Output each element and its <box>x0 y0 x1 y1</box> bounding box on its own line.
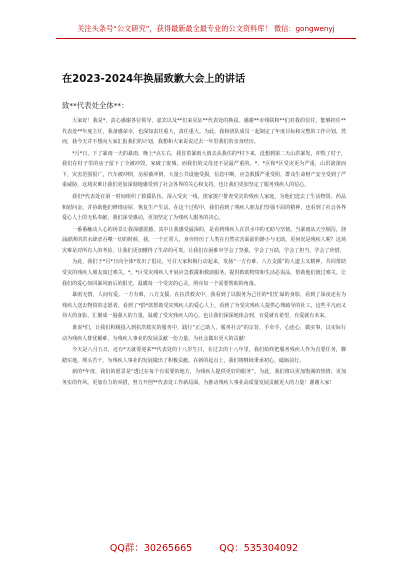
paragraph: 谁说*们，让我们积极投入到抗洪救灾的服务中，践行“正己助人，服务社会”的宗旨，手牵手，心连心，做实事，以实际行动为残疾人排忧解难，为残疾人事业的发展贡献一份力量，为社会做出更大的贡献！ <box>62 324 346 342</box>
contact-footer <box>0 540 408 554</box>
paragraph: 一番番触动人心的场景让我深感震撼。其中让我感受最深的，是看到残疾人在洪水中的无助与坚韧。当暴雨从天空倾泻，汹涌澎湃的洪水肆虐吞噬一切的时候，我，一个正常人，身旁经历了人类在自然灾害面前的渺小与无助。更何况是残疾人呢？这场灾难是对所有人的考验，让我们更加懂得了生命的可贵。让我们在困难中学会了坚强，学会了互助，学会了担当，学会了珍惜。 <box>62 226 346 254</box>
document-body <box>62 116 346 390</box>
qq-contact: QQ：535304092 <box>219 543 299 554</box>
salutation: 致**代表处全体**： <box>62 101 129 110</box>
paragraph: 暴雨无情，人间有爱。一方有难，八方支援。在抗洪救灾中，我看到了以服务为己任的*们忙碌的身影，看到了深夜还在为残疾人送去物资的志愿者，看到了*捐*款帮助受灾残疾人的爱心人士，看到了为受灾残疾人提供心理疏导的社工。这些平凡而又伟大的身影，汇聚成一股强大的力量，温暖了受灾残疾人的心，也让我们深深地体会到，有爱就有希望，有爱就有未来。 <box>62 292 346 320</box>
paragraph: 为此，我们于*月*日向全体*发出了倡议，号召大家积极行动起来，发扬“一方有难、八方支援”的人道主义精神，共同帮助受灾的残疾人朋友度过难关。*，*区受灾残疾人开展应急救援和救助服务，提供救助物资和生活必需品，帮助他们渡过难关。让我们的爱心如同暴风雨后的阳光，温暖每一个受灾的心灵，照亮每一个需要帮助的角落。 <box>62 259 346 287</box>
paragraph: 大家好！我是*，责心感谢各位领导、嘉宾以及**们来见证**代表处的换届。感谢**市残联和**们对我的信任，能够担任**代表处**年度主任，我备感荣幸，也深知责任重大，责任重大。为此，我和团队成员一起制定了年度目标和完整的工作计划。然而，我今天并不想向大家汇报我们的计划，我想和大家说说过去一年里我们的亲身经历。 <box>62 118 346 146</box>
qq-group: QQ群：30265665 <box>109 543 193 554</box>
document-title: 在2023-2024年换届致歉大会上的讲话 <box>62 74 246 85</box>
promo-banner: 关注头条号“公文研究”，获得最新最全最专业的公文资料库！ 微信：gongwenyj <box>77 24 335 33</box>
paragraph: 我们*代表处在第一时间组织了救援队伍，深入受灾一线，挨家挨户排查受灾的残疾人家庭，为他们送去了生活物资、药品和慰问金，并协助他们修缮房屋、恢复生产生活。在这个过程中，我们看到了残疾人朋友们坚强不屈的精神，也看到了社会各界爱心人士的无私奉献，我们深受感动，更加坚定了为残疾人服务的决心。 <box>62 194 346 222</box>
paragraph: 新的*年度，我们的愿景是“透过在每个有需要的地方，为残疾人提供更好的服务”。为此，我们将以更加饱满的热情、更加务实的作风、更加有力的举措，努力开创**代表处工作新局面，为推动残疾人事业高质量发展贡献更大的力量！谢谢大家！ <box>62 369 346 386</box>
banner-divider <box>56 38 356 39</box>
paragraph: 今天是八月五日，还有*天就要迎来**代表处的十八岁生日，在过去的十八年里，我们始终把服务残疾人作为首要任务，脚踏实地，埋头苦干，为残疾人事业的发展做出了积极贡献。在新的起点上，我们将继续秉承初心，砥砺前行。 <box>62 347 346 364</box>
paragraph: *月*日，下了暴雨一天的暴雨，晚上*点左右，我冒着暴雨大雨去从我住的*村下来，没想到第二天山洪暴发，冲毁了村子，我们在村子里的房子留下了全被冲毁，家破了废墟。而我们的父母还不是最严重的。*，*区和*区受灾更为严重，山洪滚滚而下，灾害范围很广，汽车被冲倒，房屋被冲倒，大量公共设施受损，信息中断，应急救援严重受阻，群众生命财产安全受到了严重威胁，这场灾难让我们更加深刻地感受到了社会各界的关心和支持，也让我们更加坚定了服务残疾人的信心。 <box>62 150 346 189</box>
